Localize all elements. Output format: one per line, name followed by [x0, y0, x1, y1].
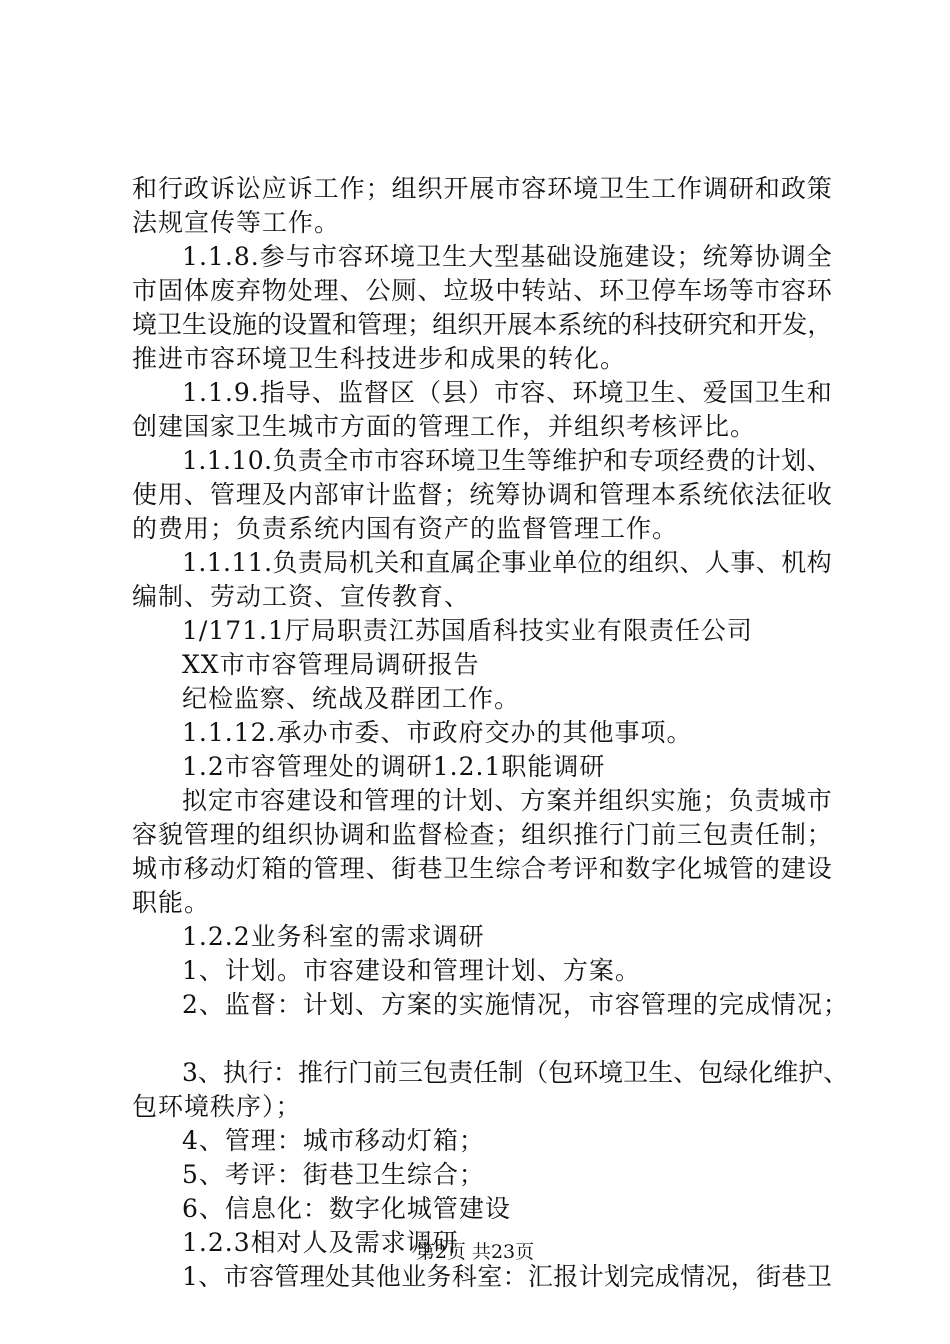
list-item: 5、考评：街巷卫生综合； [182, 1160, 485, 1189]
text-line: 1 . 1 . 1 1 . 负 责 局 机 关 和 直 属 企 事 业 单 位 的 组 织 、 人 事 、 机 构 [182, 548, 832, 577]
document-body [132, 172, 849, 1294]
section-heading: 1.2.3相对人及需求调研 [182, 1228, 459, 1257]
page-footer: 第2页 共23页 [415, 1241, 535, 1263]
text-line: 市 固 体 废 弃 物 处 理 、 公 厕 、 垃 圾 中 转 站 、 环 卫 停 车 场 等 市 容 环 [132, 276, 832, 305]
section-heading: 1.2.2业务科室的需求调研 [182, 922, 485, 951]
text-line: 和 行 政 诉 讼 应 诉 工 作 ； 组 织 开 展 市 容 环 境 卫 生 工 作 调 研 和 政 策 [132, 174, 832, 203]
section-heading: 1.2市容管理处的调研1.2.1职能调研 [182, 752, 606, 781]
text-line: 纪检监察、统战及群团工作。 [182, 684, 521, 713]
text-line: 的费用；负责系统内国有资产的监督管理工作。 [132, 514, 679, 543]
text-line: 法规宣传等工作。 [132, 208, 341, 237]
text-line: 使 用 、 管 理 及 内 部 审 计 监 督 ； 统 筹 协 调 和 管 理 本 系 统 依 法 征 收 [132, 480, 832, 509]
list-item: 1 、 市 容 管 理 处 其 他 业 务 科 室 ： 汇 报 计 划 完 成 情 况 ， 街 巷 卫 [182, 1262, 832, 1291]
text-line: 创建国家卫生城市方面的管理工作，并组织考核评比。 [132, 412, 757, 441]
text-line: 城 市 移 动 灯 箱 的 管 理 、 街 巷 卫 生 综 合 考 评 和 数 字 化 城 管 的 建 设 [132, 854, 832, 883]
list-item: 3 、 执 行 ： 推 行 门 前 三 包 责 任 制 （ 包 环 境 卫 生 、 包 绿 化 维 护 、 [182, 1058, 849, 1087]
text-line: 职能。 [132, 888, 211, 917]
text-line: 1.1.12.承办市委、市政府交办的其他事项。 [182, 718, 693, 747]
text-line: 拟 定 市 容 建 设 和 管 理 的 计 划 、 方 案 并 组 织 实 施 ； 负 责 城 市 [182, 786, 832, 815]
text-line: 1 . 1 . 9 . 指 导 、 监 督 区 （ 县 ） 市 容 、 环 境 卫 生 、 爱 国 卫 生 和 [182, 378, 832, 407]
text-line: 1/171.1厅局职责江苏国盾科技实业有限责任公司 [182, 616, 753, 645]
list-item: 2、监督：计划、方案的实施情况，市容管理的完成情况； [182, 990, 849, 1019]
text-line: 推进市容环境卫生科技进步和成果的转化。 [132, 344, 627, 373]
list-item: 6、信息化：数字化城管建设 [182, 1194, 511, 1223]
list-item: 4、管理：城市移动灯箱； [182, 1126, 485, 1155]
list-item: 1、计划。市容建设和管理计划、方案。 [182, 956, 641, 985]
text-line: 包环境秩序）； [132, 1092, 302, 1121]
text-line: 境 卫 生 设 施 的 设 置 和 管 理 ； 组 织 开 展 本 系 统 的 科 技 研 究 和 开 发 ， [132, 310, 833, 339]
blank-line [132, 1022, 832, 1056]
text-line: 1 . 1 . 1 0 . 负 责 全 市 市 容 环 境 卫 生 等 维 护 和 专 项 经 费 的 计 划 、 [182, 446, 832, 475]
text-line: XX市市容管理局调研报告 [182, 650, 480, 679]
text-line: 容 貌 管 理 的 组 织 协 调 和 监 督 检 查 ； 组 织 推 行 门 前 三 包 责 任 制 ； [132, 820, 832, 849]
text-line: 1 . 1 . 8 . 参 与 市 容 环 境 卫 生 大 型 基 础 设 施 建 设 ； 统 筹 协 调 全 [182, 242, 832, 271]
text-line: 编制、劳动工资、宣传教育、 [132, 582, 471, 611]
